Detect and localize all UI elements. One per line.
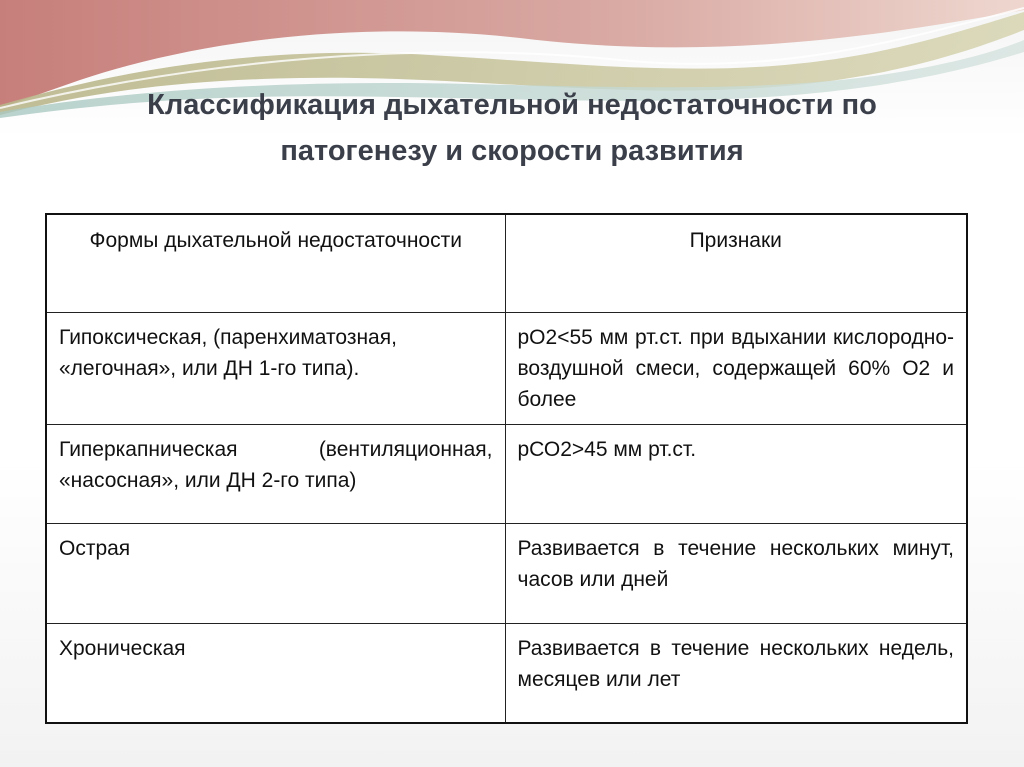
table-row [46,524,967,624]
header-signs: Признаки [505,214,967,313]
table-row [46,425,967,524]
form-cell: Гипоксическая, (паренхиматозная, «легочная», или ДН 1-го типа). [46,313,505,425]
signs-cell: Развивается в течение нескольких недель, месяцев или лет [505,624,967,724]
table-row [46,624,967,724]
form-cell: Острая [46,524,505,624]
signs-cell: рСО2>45 мм рт.ст. [505,425,967,524]
signs-cell: рО2<55 мм рт.ст. при вдыхании кислородно-воздушной смеси, содержащей 60% О2 и более [505,313,967,425]
form-cell: Гиперкапническая (вентиляционная, «насосная», или ДН 2-го типа) [46,425,505,524]
signs-cell: Развивается в течение нескольких минут, часов или дней [505,524,967,624]
classification-table [45,213,968,724]
title-line-1: Классификация дыхательной недостаточности по [147,89,877,121]
header-forms: Формы дыхательной недостаточности [46,214,505,313]
table-row [46,313,967,425]
table-header-row [46,214,967,313]
slide-title [40,82,984,174]
title-line-2: патогенезу и скорости развития [280,135,744,167]
form-cell: Хроническая [46,624,505,724]
